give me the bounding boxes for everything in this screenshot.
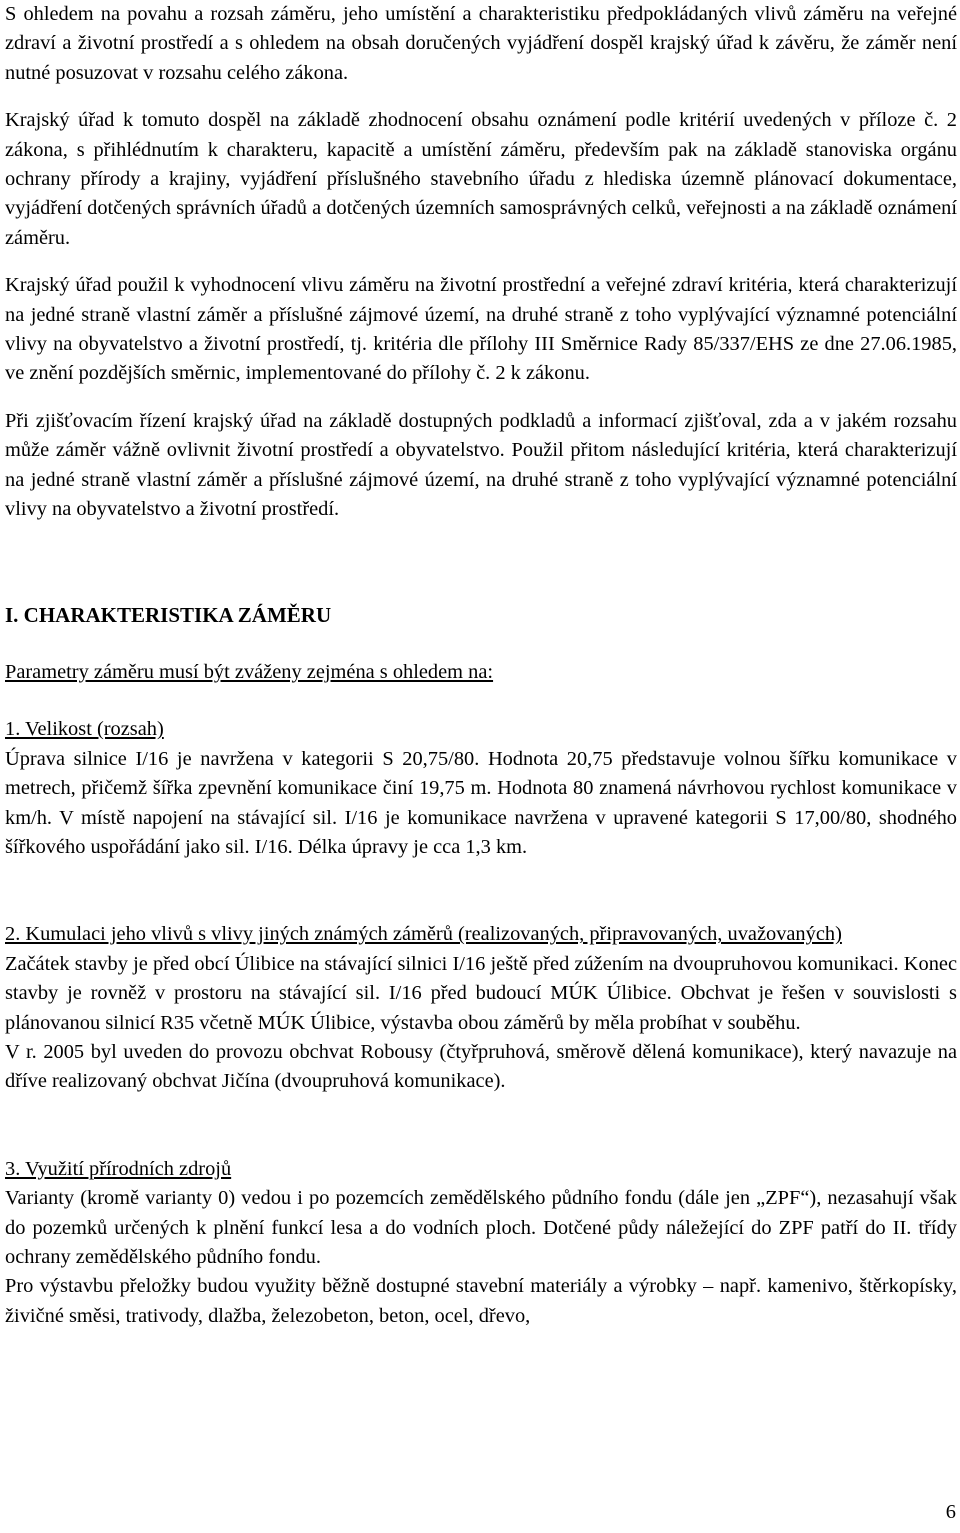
item-1-paragraph-1: Úprava silnice I/16 je navržena v kategorii S 20,75/80. Hodnota 20,75 představuje volnou šířku komunikace v metrech, přičemž šířka zpevnění komunikace činí 19,75 m. Hodnota 80 znamená návrhovou rychlost komunikace v km/h. V místě napojení na stávající sil. I/16 je komunikace navržena v upravené kategorii S 17,00/80, shodného šířkového uspořádání jako sil. I/16. Délka úpravy je cca 1,3 km. xyxy=(5,747,957,858)
item-3-title: 3. Využití přírodních zdrojů xyxy=(5,1157,232,1180)
item-1-title: 1. Velikost (rozsah) xyxy=(5,718,164,741)
item-3-paragraph-1: Varianty (kromě varianty 0) vedou i po pozemcích zemědělského půdního fondu (dále jen „ZPF“), nezasahují však do pozemků určených k plnění funkcí lesa a do vodních ploch. Dotčené půdy náležející do ZPF patří do II. třídy ochrany zemědělského půdního fondu. xyxy=(5,1187,957,1268)
item-2-paragraph-2: V r. 2005 byl uveden do provozu obchvat Robousy (čtyřpruhová, směrově dělená komunikace), který navazuje na dříve realizovaný obchvat Jičína (dvoupruhová komunikace). xyxy=(5,1040,957,1093)
section-subheading: Parametry záměru musí být zváženy zejména s ohledem na: xyxy=(5,660,494,683)
intro-paragraph-4: Při zjišťovacím řízení krajský úřad na základě dostupných podkladů a informací zjišťoval, zda a v jakém rozsahu může záměr vážně ovlivnit životní prostředí a obyvatelstvo. Použil přitom následující kritéria, která charakterizují na jedné straně vlastní záměr a příslušné zájmové území, na druhé straně z toho vyplývající významné potenciální vlivy na obyvatelstvo a životní prostředí. xyxy=(5,409,957,521)
item-2-paragraph-1: Začátek stavby je před obcí Úlibice na stávající silnici I/16 ještě před zúžením na dvoupruhovou komunikaci. Konec stavby je rovněž v prostoru na stávající sil. I/16 před budoucí MÚK Úlibice. Obchvat je řešen v souvislosti s plánovanou silnicí R35 včetně MÚK Úlibice, výstavba obou záměrů by měla probíhat v souběhu. xyxy=(5,952,957,1034)
item-3-paragraph-2: Pro výstavbu přeložky budou využity běžně dostupné stavební materiály a výrobky – např. kamenivo, štěrkopísky, živičné směsi, trativody, dlažba, železobeton, beton, ocel, dřevo, xyxy=(5,1275,957,1327)
intro-paragraph-1: S ohledem na povahu a rozsah záměru, jeho umístění a charakteristiku předpokládaných vlivů záměru na veřejné zdraví a životní prostředí a s ohledem na obsah doručených vyjádření dospěl krajský úřad k závěru, že záměr není nutné posuzovat v rozsahu celého zákona. xyxy=(5,3,957,84)
document-page xyxy=(5,0,957,1331)
intro-paragraph-3: Krajský úřad použil k vyhodnocení vlivu záměru na životní prostřední a veřejné zdraví kritéria, která charakterizují na jedné straně vlastní záměr a příslušné zájmové území, na druhé straně z toho vyplývající významné potenciální vlivy na obyvatelstvo a životní prostředí, tj. kritéria dle přílohy III Směrnice Rady 85/337/EHS ze dne 27.06.1985, ve znění pozdějších směrnic, implementované do přílohy č. 2 k zákonu. xyxy=(5,274,957,385)
item-2-title: 2. Kumulaci jeho vlivů s vlivy jiných známých záměrů (realizovaných, připravovaných, uvažovaných) xyxy=(5,923,842,946)
section-heading: I. CHARAKTERISTIKA ZÁMĚRU xyxy=(5,602,332,627)
intro-paragraph-2: Krajský úřad k tomuto dospěl na základě zhodnocení obsahu oznámení podle kritérií uvedených v příloze č. 2 zákona, s přihlédnutím k charakteru, kapacitě a umístění záměru, především pak na základě stanoviska orgánu ochrany přírody a krajiny, vyjádření příslušného stavebního úřadu z hlediska územně plánovací dokumentace, vyjádření dotčených správních úřadů a dotčených územních samosprávných celků, veřejnosti a na základě oznámení záměru. xyxy=(5,109,957,249)
page-number: 6 xyxy=(945,1500,956,1523)
